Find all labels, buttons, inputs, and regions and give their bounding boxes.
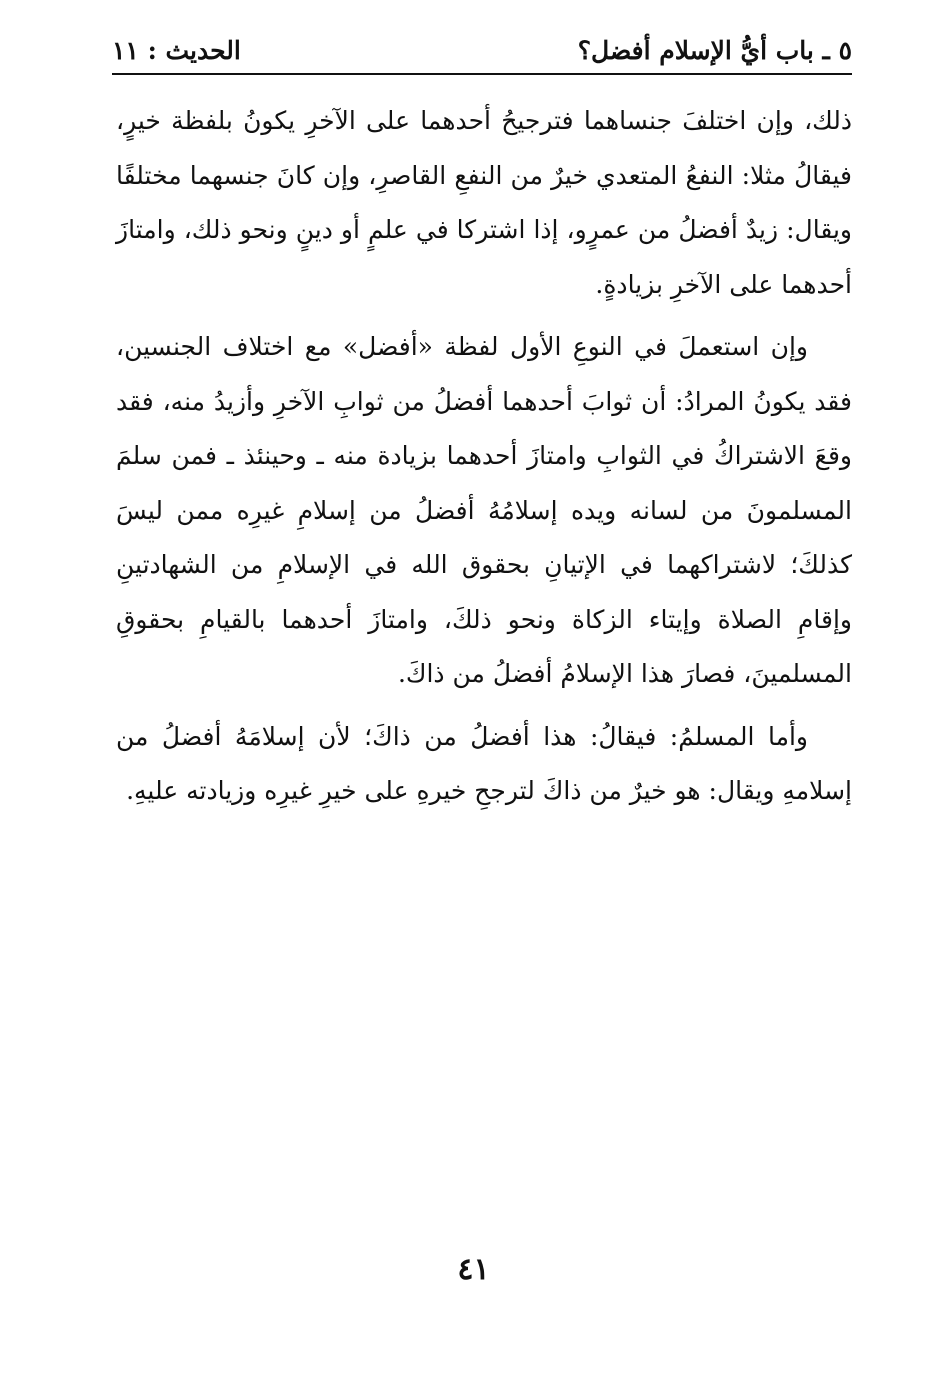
hadith-number: الحديث : ١١ [112, 36, 241, 65]
paragraph-3: وأما المسلمُ: فيقالُ: هذا أفضلُ من ذاكَ؛ لأن إسلامَهُ أفضلُ من إسلامهِ ويقال: هو خيرٌ من ذاكَ لترجحِ خيرهِ على خيرِ غيرِه وزيادته عليهِ. [116, 721, 852, 805]
header-divider [112, 73, 852, 75]
chapter-title: ٥ ـ باب أيُّ الإسلام أفضل؟ [577, 36, 852, 65]
body-text [116, 94, 852, 827]
page-number: ٤١ [457, 1252, 490, 1287]
paragraph-1: ذلك، وإن اختلفَ جنساهما فترجيحُ أحدهما على الآخرِ يكونُ بلفظة خيرٍ، فيقالُ مثلا: النفعُ المتعدي خيرٌ من النفعِ القاصرِ، وإن كانَ جنسهما مختلفًا ويقال: زيدٌ أفضلُ من عمرٍو، إذا اشتركا في علمٍ أو دينٍ ونحو ذلك، وامتازَ أحدهما على الآخرِ بزيادةٍ. [116, 106, 852, 299]
running-header [112, 30, 852, 70]
paragraph-2: وإن استعملَ في النوعِ الأول لفظة «أفضل» مع اختلاف الجنسين، فقد يكونُ المرادُ: أن ثوابَ أحدهما أفضلُ من ثوابِ الآخرِ وأزيدُ منه، فقد وقعَ الاشتراكُ في الثوابِ وامتازَ أحدهما بزيادة منه ـ وحينئذ ـ فمن سلمَ المسلمونَ من لسانه ويده إسلامُهُ أفضلُ من إسلامِ غيرِه ممن ليسَ كذلكَ؛ لاشتراكهما في الإتيانِ بحقوق الله في الإسلامِ من الشهادتينِ وإقامِ الصلاة وإيتاء الزكاة ونحو ذلكَ، وامتازَ أحدهما بالقيامِ بحقوقِ المسلمينَ، فصارَ هذا الإسلامُ أفضلُ من ذاكَ. [116, 332, 852, 688]
